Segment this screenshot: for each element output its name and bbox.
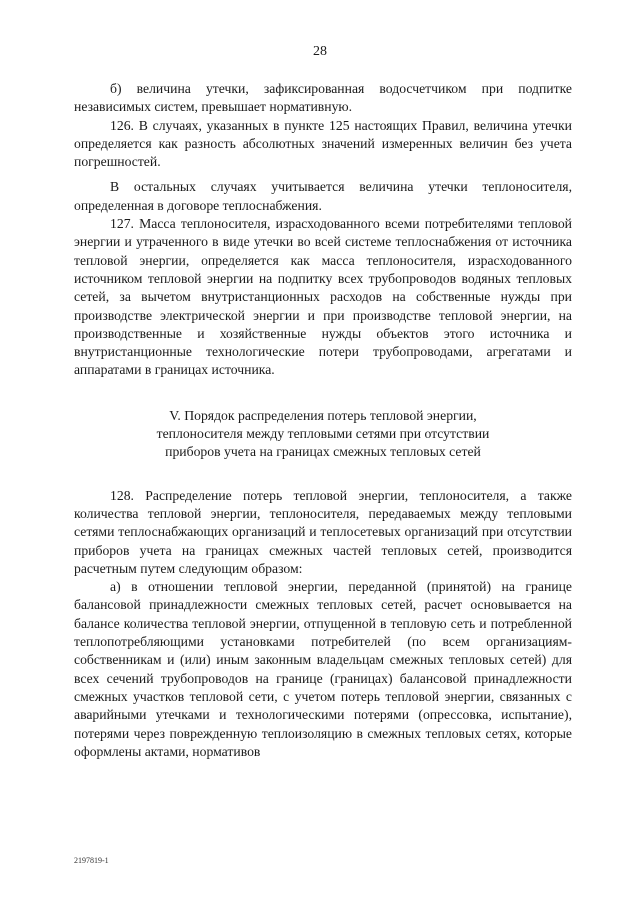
section-heading [74,407,572,462]
paragraph: В остальных случаях учитывается величина утечки теплоносителя, определенная в договоре теплоснабжения. [74,179,572,213]
paragraph: 127. Масса теплоносителя, израсходованного всеми потребителями тепловой энергии и утраченного в виде утечки во всей системе теплоснабжения от источника тепловой энергии, определяется как масса теплоносителя, израсходованного источником тепловой энергии на подпитку всех трубопроводов водяных тепловых сетей, за вычетом внутристанционных расходов на собственные нужды при производстве электрической энергии и при производстве тепловой энергии, на производственные и хозяйственные нужды объектов этого источника и внутристанционные технологические потери трубопроводами, агрегатами и аппаратами в границах источника. [74,216,572,378]
document-body [74,80,572,761]
page-number: 28 [313,44,327,59]
paragraph: 126. В случаях, указанных в пункте 125 настоящих Правил, величина утечки определяется как разность абсолютных значений измеренных величин без учета погрешностей. [74,117,572,170]
paragraph: а) в отношении тепловой энергии, переданной (принятой) на границе балансовой принадлежности смежных тепловых сетей, расчет основывается на балансе количества тепловой энергии, отпущенной в тепловую сеть и потребленной теплопотребляющими установками потребителей (по всем организациям-собственникам и (или) иным законным владельцам смежных тепловых сетей) для всех сечений трубопроводов на границе (границах) балансовой принадлежности смежных участков тепловой сети, с учетом потерь тепловой энергии, связанных с аварийными утечками и технологическими потерями (опрессовка, испытание), потерями через поврежденную теплоизоляцию в смежных тепловых сетях, которые оформлены актами, нормативов [74,579,572,759]
section-heading-line: V. Порядок распределения потерь тепловой энергии, [169,407,477,423]
section-heading-line: теплоносителя между тепловыми сетями при отсутствии [156,426,490,442]
paragraph: б) величина утечки, зафиксированная водосчетчиком при подпитке независимых систем, превышает нормативную. [74,81,572,115]
document-code: 2197819-1 [74,856,109,865]
paragraph: 128. Распределение потерь тепловой энергии, теплоносителя, а также количества тепловой энергии, теплоносителя, передаваемых между тепловыми сетями теплоснабжающих организаций и теплосетевых организаций при отсутствии приборов учета на границах смежных частей тепловых сетей, производится расчетным путем следующим образом: [74,487,572,576]
section-heading-line: приборов учета на границах смежных тепловых сетей [165,444,481,460]
